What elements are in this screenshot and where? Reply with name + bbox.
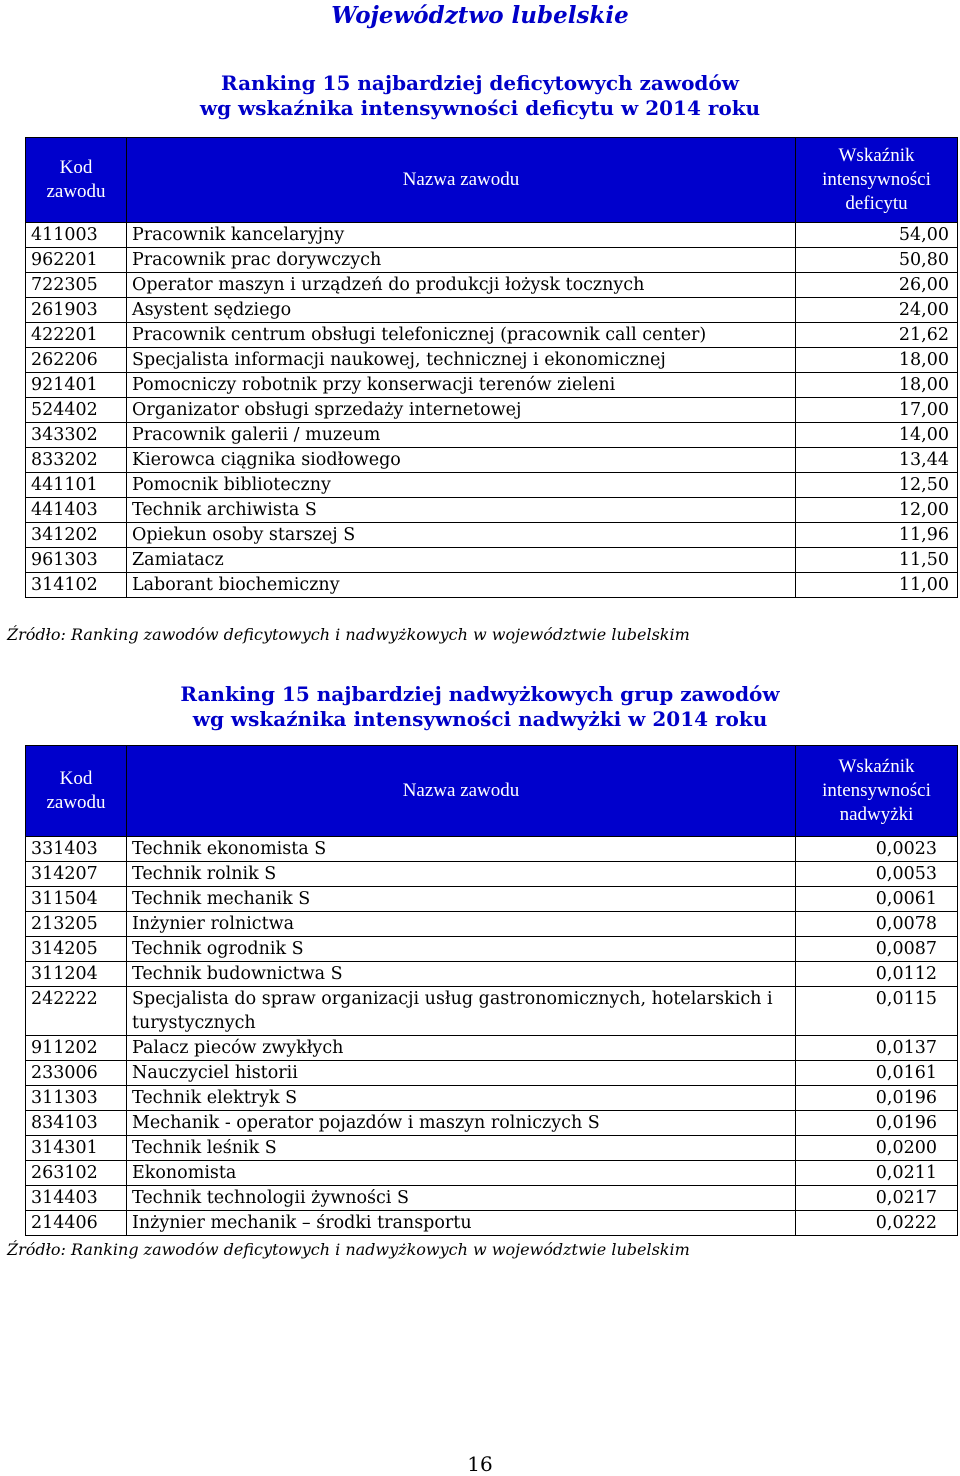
occupation-name: Kierowca ciągnika siodłowego (127, 448, 796, 473)
table-row (26, 548, 958, 573)
index-value: 0,0196 (796, 1086, 958, 1111)
table-row (26, 1136, 958, 1161)
occupation-name: Technik technologii żywności S (127, 1186, 796, 1211)
occupation-code: 911202 (26, 1036, 127, 1061)
index-value: 18,00 (796, 373, 958, 398)
header-index: Wskaźnik intensywności nadwyżki (796, 746, 958, 837)
occupation-code: 441101 (26, 473, 127, 498)
deficit-source-note: Źródło: Ranking zawodów deficytowych i nadwyżkowych w województwie lubelskim (7, 625, 690, 644)
table-row (26, 962, 958, 987)
surplus-title-line1: Ranking 15 najbardziej nadwyżkowych grup zawodów (180, 682, 780, 706)
occupation-code: 311204 (26, 962, 127, 987)
index-value: 18,00 (796, 348, 958, 373)
occupation-name: Mechanik - operator pojazdów i maszyn rolniczych S (127, 1111, 796, 1136)
deficit-title-line2: wg wskaźnika intensywności deficytu w 2014 roku (199, 96, 761, 120)
occupation-name: Pracownik centrum obsługi telefonicznej (pracownik call center) (127, 323, 796, 348)
occupation-code: 233006 (26, 1061, 127, 1086)
occupation-code: 314102 (26, 573, 127, 598)
occupation-code: 314403 (26, 1186, 127, 1211)
table-row (26, 987, 958, 1036)
index-value: 11,00 (796, 573, 958, 598)
occupation-code: 833202 (26, 448, 127, 473)
index-value: 0,0078 (796, 912, 958, 937)
occupation-code: 311504 (26, 887, 127, 912)
table-row (26, 298, 958, 323)
occupation-name: Specjalista do spraw organizacji usług gastronomicznych, hotelarskich i turystycznych (127, 987, 796, 1036)
table-row (26, 862, 958, 887)
occupation-name: Pracownik kancelaryjny (127, 223, 796, 248)
table-row (26, 398, 958, 423)
page-title: Województwo lubelskie (331, 2, 629, 29)
occupation-name: Organizator obsługi sprzedaży internetowej (127, 398, 796, 423)
occupation-name: Opiekun osoby starszej S (127, 523, 796, 548)
table-row (26, 887, 958, 912)
table-row (26, 498, 958, 523)
occupation-code: 962201 (26, 248, 127, 273)
deficit-title-line1: Ranking 15 najbardziej deficytowych zawodów (221, 71, 739, 95)
occupation-name: Technik budownictwa S (127, 962, 796, 987)
table-row (26, 423, 958, 448)
index-value: 26,00 (796, 273, 958, 298)
index-value: 0,0112 (796, 962, 958, 987)
index-value: 13,44 (796, 448, 958, 473)
occupation-code: 341202 (26, 523, 127, 548)
occupation-name: Palacz pieców zwykłych (127, 1036, 796, 1061)
occupation-name: Technik rolnik S (127, 862, 796, 887)
occupation-code: 214406 (26, 1211, 127, 1236)
occupation-code: 524402 (26, 398, 127, 423)
occupation-code: 262206 (26, 348, 127, 373)
occupation-name: Technik archiwista S (127, 498, 796, 523)
header-code: Kod zawodu (26, 138, 127, 223)
table-row (26, 1186, 958, 1211)
occupation-code: 311303 (26, 1086, 127, 1111)
occupation-name: Asystent sędziego (127, 298, 796, 323)
occupation-name: Zamiatacz (127, 548, 796, 573)
index-value: 0,0222 (796, 1211, 958, 1236)
table-row (26, 837, 958, 862)
table-row (26, 448, 958, 473)
index-value: 24,00 (796, 298, 958, 323)
table-row (26, 1211, 958, 1236)
table-row (26, 937, 958, 962)
occupation-name: Laborant biochemiczny (127, 573, 796, 598)
occupation-code: 213205 (26, 912, 127, 937)
page-number: 16 (467, 1452, 493, 1476)
table-row (26, 273, 958, 298)
index-value: 0,0217 (796, 1186, 958, 1211)
index-value: 54,00 (796, 223, 958, 248)
table-row (26, 1111, 958, 1136)
table-row (26, 573, 958, 598)
index-value: 21,62 (796, 323, 958, 348)
header-name: Nazwa zawodu (127, 138, 796, 223)
index-value: 17,00 (796, 398, 958, 423)
index-value: 0,0200 (796, 1136, 958, 1161)
index-value: 0,0196 (796, 1111, 958, 1136)
occupation-name: Specjalista informacji naukowej, technicznej i ekonomicznej (127, 348, 796, 373)
occupation-name: Technik ekonomista S (127, 837, 796, 862)
occupation-name: Pomocnik biblioteczny (127, 473, 796, 498)
occupation-code: 921401 (26, 373, 127, 398)
occupation-name: Technik leśnik S (127, 1136, 796, 1161)
occupation-name: Inżynier mechanik – środki transportu (127, 1211, 796, 1236)
table-row (26, 912, 958, 937)
index-value: 0,0061 (796, 887, 958, 912)
occupation-code: 261903 (26, 298, 127, 323)
header-name: Nazwa zawodu (127, 746, 796, 837)
index-value: 0,0087 (796, 937, 958, 962)
header-index: Wskaźnik intensywności deficytu (796, 138, 958, 223)
index-value: 0,0211 (796, 1161, 958, 1186)
occupation-code: 314301 (26, 1136, 127, 1161)
occupation-name: Pomocniczy robotnik przy konserwacji terenów zieleni (127, 373, 796, 398)
table-row (26, 1036, 958, 1061)
occupation-name: Technik mechanik S (127, 887, 796, 912)
table-row (26, 323, 958, 348)
occupation-code: 411003 (26, 223, 127, 248)
index-value: 50,80 (796, 248, 958, 273)
table-header-row (26, 746, 958, 837)
surplus-title-line2: wg wskaźnika intensywności nadwyżki w 2014 roku (192, 707, 768, 731)
occupation-code: 343302 (26, 423, 127, 448)
table-row (26, 348, 958, 373)
table-header-row (26, 138, 958, 223)
occupation-code: 242222 (26, 987, 127, 1036)
deficit-ranking-table (25, 137, 958, 598)
index-value: 11,50 (796, 548, 958, 573)
index-value: 0,0161 (796, 1061, 958, 1086)
deficit-ranking-title (0, 71, 960, 121)
surplus-source-note: Źródło: Ranking zawodów deficytowych i nadwyżkowych w województwie lubelskim (7, 1240, 690, 1259)
table-row (26, 473, 958, 498)
index-value: 0,0053 (796, 862, 958, 887)
index-value: 0,0115 (796, 987, 958, 1036)
index-value: 0,0023 (796, 837, 958, 862)
table-row (26, 1086, 958, 1111)
surplus-ranking-title (0, 682, 960, 732)
occupation-name: Nauczyciel historii (127, 1061, 796, 1086)
surplus-ranking-table (25, 745, 958, 1236)
table-row (26, 1061, 958, 1086)
table-row (26, 373, 958, 398)
index-value: 14,00 (796, 423, 958, 448)
occupation-name: Inżynier rolnictwa (127, 912, 796, 937)
occupation-code: 314205 (26, 937, 127, 962)
index-value: 0,0137 (796, 1036, 958, 1061)
table-row (26, 1161, 958, 1186)
occupation-name: Pracownik prac dorywczych (127, 248, 796, 273)
table-row (26, 223, 958, 248)
table-row (26, 523, 958, 548)
index-value: 12,50 (796, 473, 958, 498)
index-value: 12,00 (796, 498, 958, 523)
occupation-code: 314207 (26, 862, 127, 887)
occupation-code: 961303 (26, 548, 127, 573)
index-value: 11,96 (796, 523, 958, 548)
occupation-name: Operator maszyn i urządzeń do produkcji łożysk tocznych (127, 273, 796, 298)
occupation-code: 722305 (26, 273, 127, 298)
occupation-name: Technik elektryk S (127, 1086, 796, 1111)
occupation-code: 834103 (26, 1111, 127, 1136)
occupation-code: 331403 (26, 837, 127, 862)
occupation-code: 422201 (26, 323, 127, 348)
occupation-code: 441403 (26, 498, 127, 523)
occupation-code: 263102 (26, 1161, 127, 1186)
table-row (26, 248, 958, 273)
occupation-name: Technik ogrodnik S (127, 937, 796, 962)
occupation-name: Ekonomista (127, 1161, 796, 1186)
occupation-name: Pracownik galerii / muzeum (127, 423, 796, 448)
header-code: Kod zawodu (26, 746, 127, 837)
